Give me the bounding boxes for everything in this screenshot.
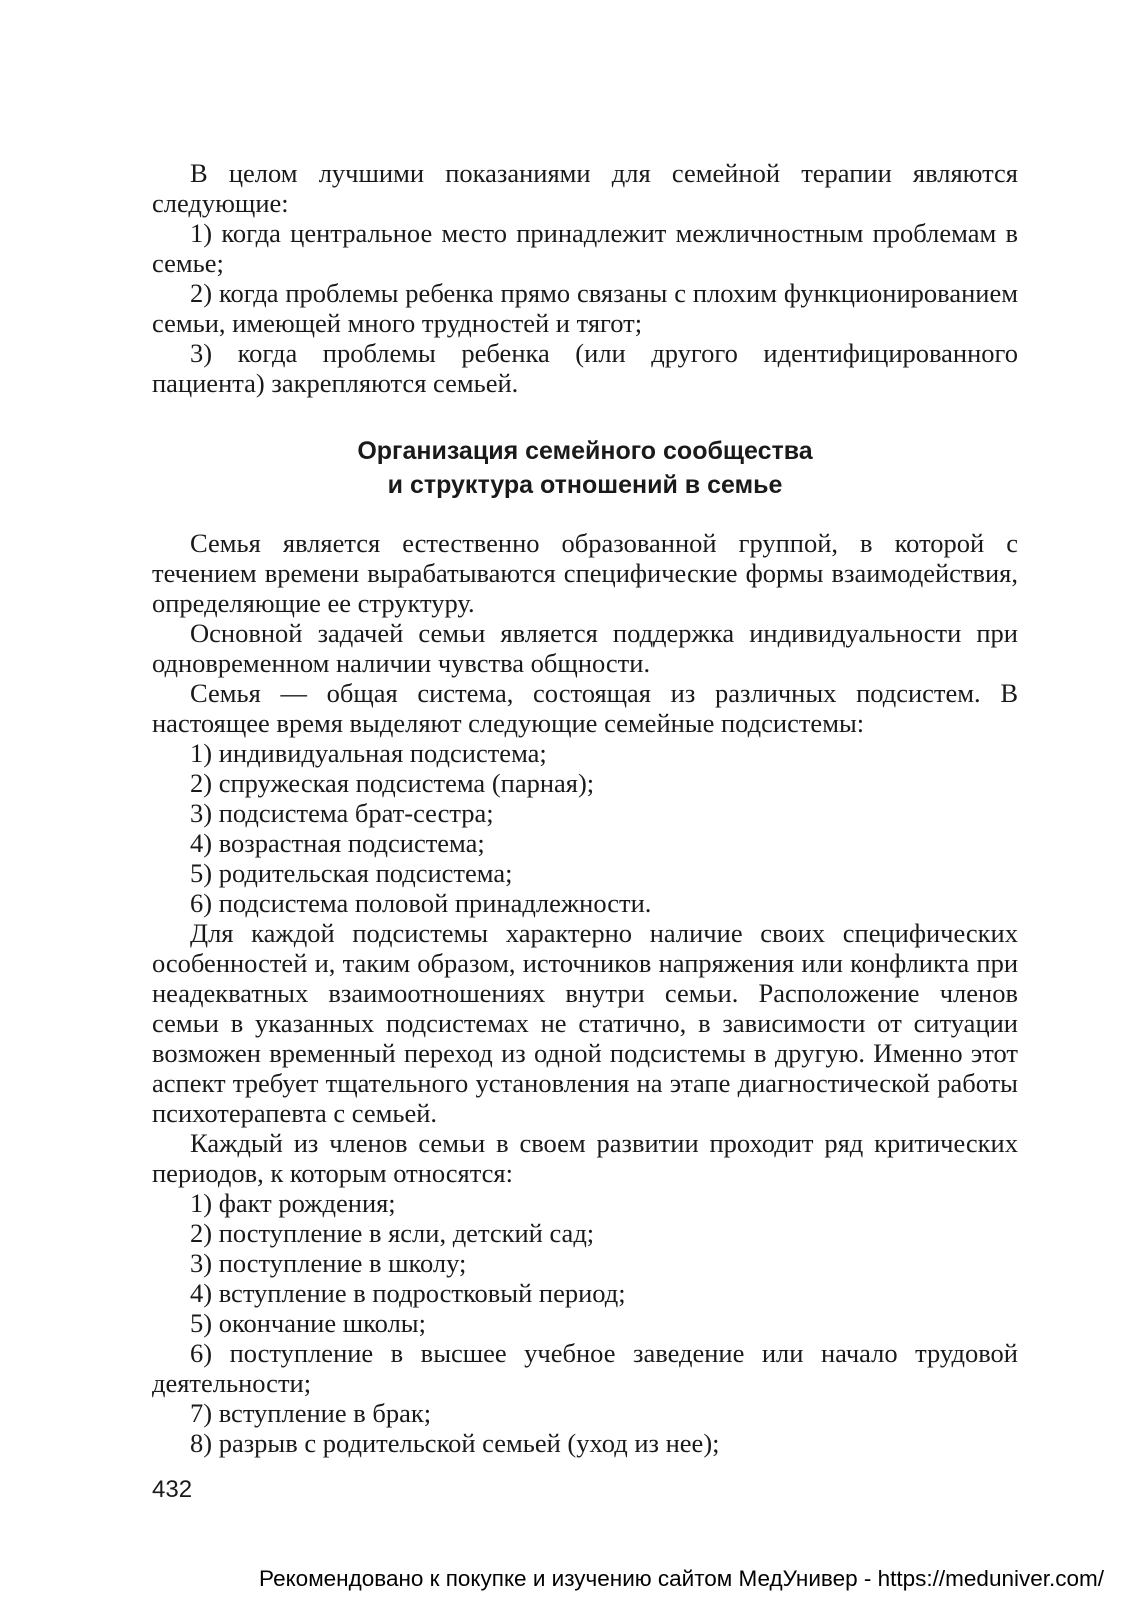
footer-watermark-text: Рекомендовано к покупке и изучению сайтом МедУнивер - https://meduniver.com/	[259, 1566, 1104, 1591]
intro-list-item: 2) когда проблемы ребенка прямо связаны с плохим функционированием семьи, имеющей много трудностей и тягот;	[152, 278, 1018, 338]
intro-list-item: 1) когда центральное место принадлежит межличностным проблемам в семье;	[152, 218, 1018, 278]
period-list-item: 3) поступление в школу;	[190, 1248, 467, 1278]
period-list-item: 4) вступление в подростковый период;	[190, 1278, 626, 1308]
subsystem-list-item: 4) возрастная подсистема;	[190, 828, 485, 858]
period-list-item: 1) факт рождения;	[190, 1188, 396, 1218]
section-heading-line-2: и структура отношений в семье	[387, 471, 783, 499]
page-body	[152, 158, 1018, 1458]
paragraph: Основной задачей семьи является поддержка индивидуальности при одновременном наличии чувства общности.	[152, 618, 1018, 678]
section-heading	[152, 434, 1018, 502]
subsystem-list-item: 6) подсистема половой принадлежности.	[190, 888, 652, 918]
intro-list-item: 3) когда проблемы ребенка (или другого идентифицированного пациента) закрепляются семьей.	[152, 338, 1018, 398]
section-heading-line-1: Организация семейного сообщества	[357, 437, 813, 465]
subsystem-list-item: 2) спружеская подсистема (парная);	[190, 768, 595, 798]
period-list-item: 5) окончание школы;	[190, 1308, 426, 1338]
period-list-item: 7) вступление в брак;	[190, 1398, 432, 1428]
intro-paragraph: В целом лучшими показаниями для семейной терапии являются следующие:	[152, 158, 1018, 218]
paragraph: Для каждой подсистемы характерно наличие своих специфических особенностей и, таким образом, источников напряжения или конфликта при неадекватных взаимоотношениях внутри семьи. Расположение членов семьи в указанных подсистемах не статично, в зависимости от ситуации возможен временный переход из одной подсистемы в другую. Именно этот аспект требует тщательного установления на этапе диагностической работы психотерапевта с семьей.	[152, 918, 1018, 1128]
subsystem-list-item: 3) подсистема брат-сестра;	[190, 798, 494, 828]
period-list-item: 2) поступление в ясли, детский сад;	[190, 1218, 595, 1248]
paragraph: Семья является естественно образованной группой, в которой с течением времени вырабатываются специфические формы взаимодействия, определяющие ее структуру.	[152, 528, 1018, 618]
paragraph: Семья — общая система, состоящая из различных подсистем. В настоящее время выделяют следующие семейные подсистемы:	[152, 678, 1018, 738]
period-list-item: 8) разрыв с родительской семьей (уход из нее);	[190, 1428, 720, 1458]
subsystem-list-item: 1) индивидуальная подсистема;	[190, 738, 547, 768]
period-list-item: 6) поступление в высшее учебное заведение или начало трудовой деятельности;	[152, 1338, 1018, 1398]
subsystem-list-item: 5) родительская подсистема;	[190, 858, 513, 888]
paragraph: Каждый из членов семьи в своем развитии проходит ряд критических периодов, к которым относятся:	[152, 1128, 1018, 1188]
page-number: 432	[152, 1476, 193, 1503]
